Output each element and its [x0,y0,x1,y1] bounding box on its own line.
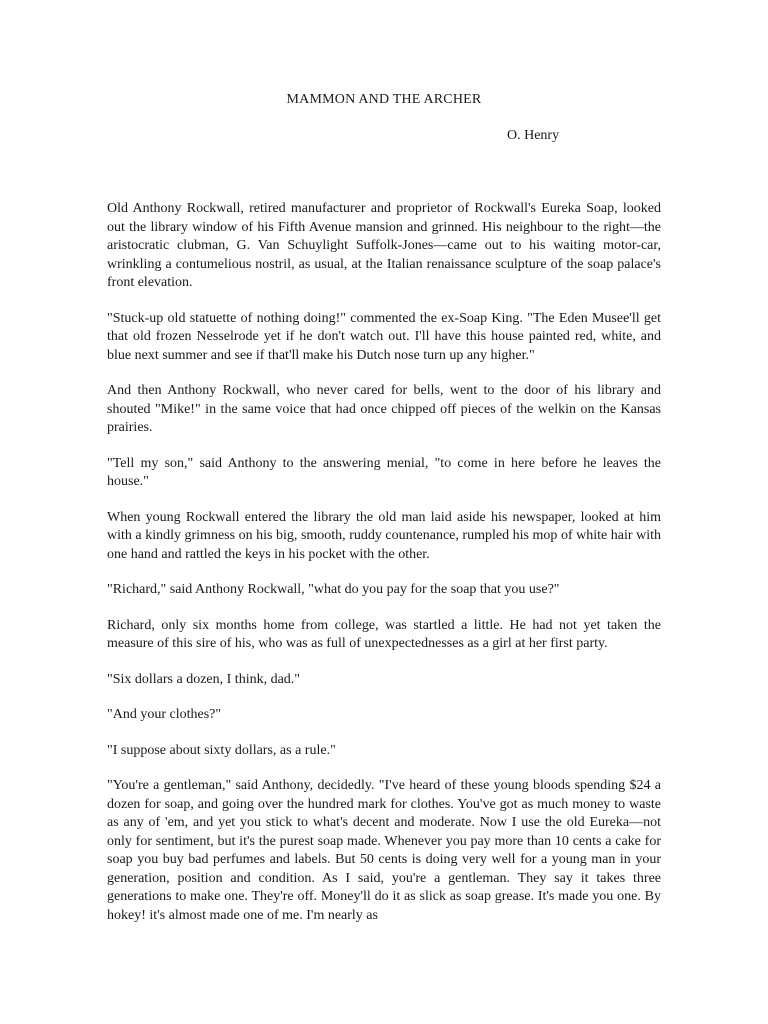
paragraph: When young Rockwall entered the library the old man laid aside his newspaper, looked at him with a kindly grimness on his big, smooth, ruddy countenance, rumpled his mop of white hair with one hand and rattled the keys in his pocket with the other. [107,509,661,562]
paragraph: "Stuck-up old statuette of nothing doing!" commented the ex-Soap King. "The Eden Musee'll get that old frozen Nesselrode yet if he don't watch out. I'll have this house painted red, white, and blue next summer and see if that'll make his Dutch nose turn up any higher." [107,310,661,363]
paragraph: "Six dollars a dozen, I think, dad." [107,671,301,687]
paragraph: "I suppose about sixty dollars, as a rule." [107,742,336,758]
paragraph: "You're a gentleman," said Anthony, decidedly. "I've heard of these young bloods spending $24 a dozen for soap, and going over the hundred mark for clothes. You've got as much money to waste as any of 'em, and yet you stick to what's decent and moderate. Now I use the old Eureka—not only for sentiment, but it's the purest soap made. Whenever you pay more than 10 cents a cake for soap you buy bad perfumes and labels. But 50 cents is doing very well for a young man in your generation, position and condition. As I said, you're a gentleman. They say it takes three generations to make one. They're off. Money'll do it as slick as soap grease. It's made you one. By hokey! it's almost made one of me. I'm nearly as [107,778,661,923]
story-body [107,200,661,942]
paragraph: "Tell my son," said Anthony to the answering menial, "to come in here before he leaves the house." [107,455,661,489]
paragraph: And then Anthony Rockwall, who never cared for bells, went to the door of his library and shouted "Mike!" in the same voice that had once chipped off pieces of the welkin on the Kansas prairies. [107,383,661,435]
paragraph: "Richard," said Anthony Rockwall, "what do you pay for the soap that you use?" [107,582,560,597]
author-name: O. Henry [507,128,560,143]
paragraph: Richard, only six months home from college, was startled a little. He had not yet taken the measure of this sire of his, who was as full of unexpectednesses as a girl at her first party. [107,617,661,651]
paragraph: Old Anthony Rockwall, retired manufacturer and proprietor of Rockwall's Eureka Soap, looked out the library window of his Fifth Avenue mansion and grinned. His neighbour to the right—the aristocratic clubman, G. Van Schuylight Suffolk-Jones—came out to his waiting motor-car, wrinkling a contumelious nostril, as usual, at the Italian renaissance sculpture of the soap palace's front elevation. [107,201,661,290]
paragraph: "And your clothes?" [107,707,222,722]
story-title: MAMMON AND THE ARCHER [286,92,482,107]
